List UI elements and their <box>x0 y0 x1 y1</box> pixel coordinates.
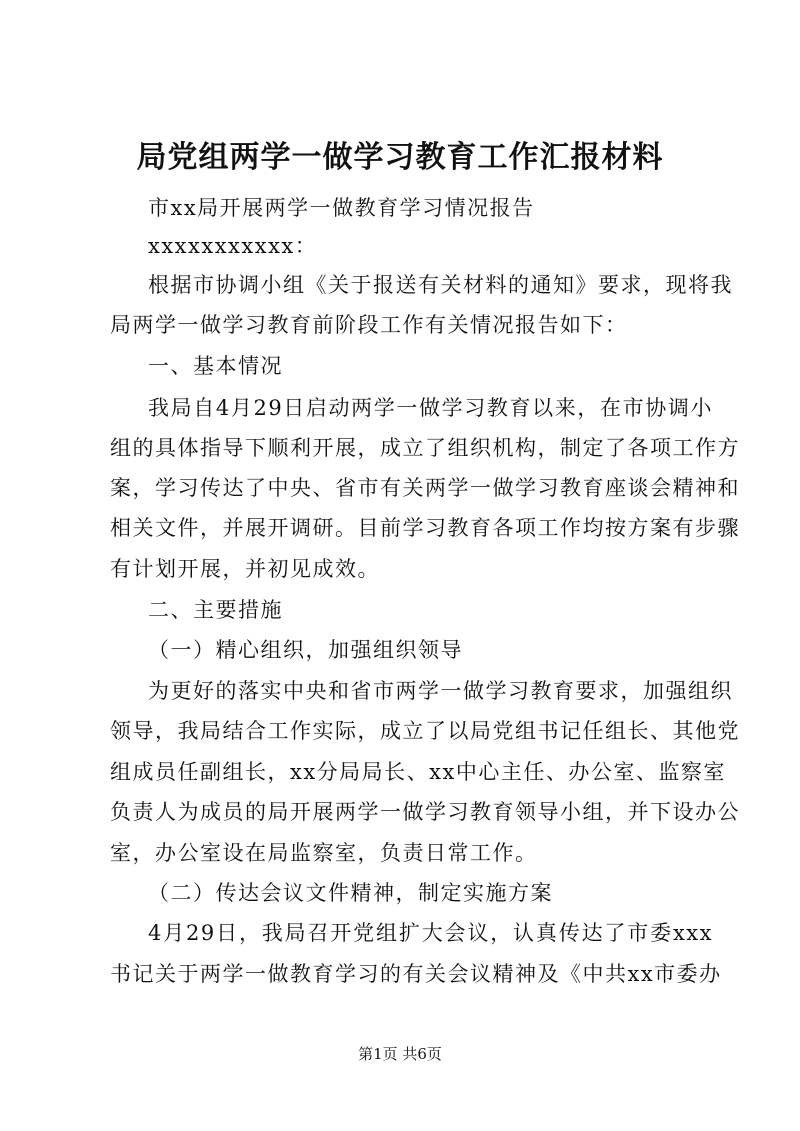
body-line: 相关文件，并展开调研。目前学习教育各项工作均按方案有步骤 <box>110 516 740 540</box>
salutation: xxxxxxxxxxx： <box>148 234 318 258</box>
section-heading: 二、主要措施 <box>148 598 283 622</box>
body-line: 领导，我局结合工作实际，成立了以局党组书记任组长、其他党 <box>110 719 740 743</box>
body-line: 我局自4月29日启动两学一做学习教育以来，在市协调小 <box>148 396 713 420</box>
page-footer: 第1页 共6页 <box>358 1045 442 1063</box>
body-line: 组成员任副组长，xx分局局长、xx中心主任、办公室、监察室 <box>110 760 726 784</box>
document-title: 局党组两学一做学习教育工作汇报材料 <box>136 140 664 175</box>
body-line: 局两学一做学习教育前阶段工作有关情况报告如下： <box>110 313 628 337</box>
body-line: 案，学习传达了中央、省市有关两学一做学习教育座谈会精神和 <box>110 476 740 500</box>
subsection-heading: （二）传达会议文件精神，制定实施方案 <box>148 881 553 905</box>
body-line: 根据市协调小组《关于报送有关材料的通知》要求，现将我 <box>148 273 733 297</box>
body-line: 4月29日，我局召开党组扩大会议，认真传达了市委xxx <box>148 921 713 945</box>
body-line: 室，办公室设在局监察室，负责日常工作。 <box>110 841 538 865</box>
document-subtitle: 市xx局开展两学一做教育学习情况报告 <box>148 196 535 220</box>
body-line: 有计划开展，并初见成效。 <box>110 557 380 581</box>
section-heading: 一、基本情况 <box>148 354 283 378</box>
subsection-heading: （一）精心组织，加强组织领导 <box>148 638 463 662</box>
body-line: 为更好的落实中央和省市两学一做学习教育要求，加强组织 <box>148 679 733 703</box>
body-line: 负责人为成员的局开展两学一做学习教育领导小组，并下设办公 <box>110 800 740 824</box>
body-line: 书记关于两学一做教育学习的有关会议精神及《中共xx市委办 <box>110 962 722 986</box>
body-line: 组的具体指导下顺利开展，成立了组织机构，制定了各项工作方 <box>110 436 740 460</box>
